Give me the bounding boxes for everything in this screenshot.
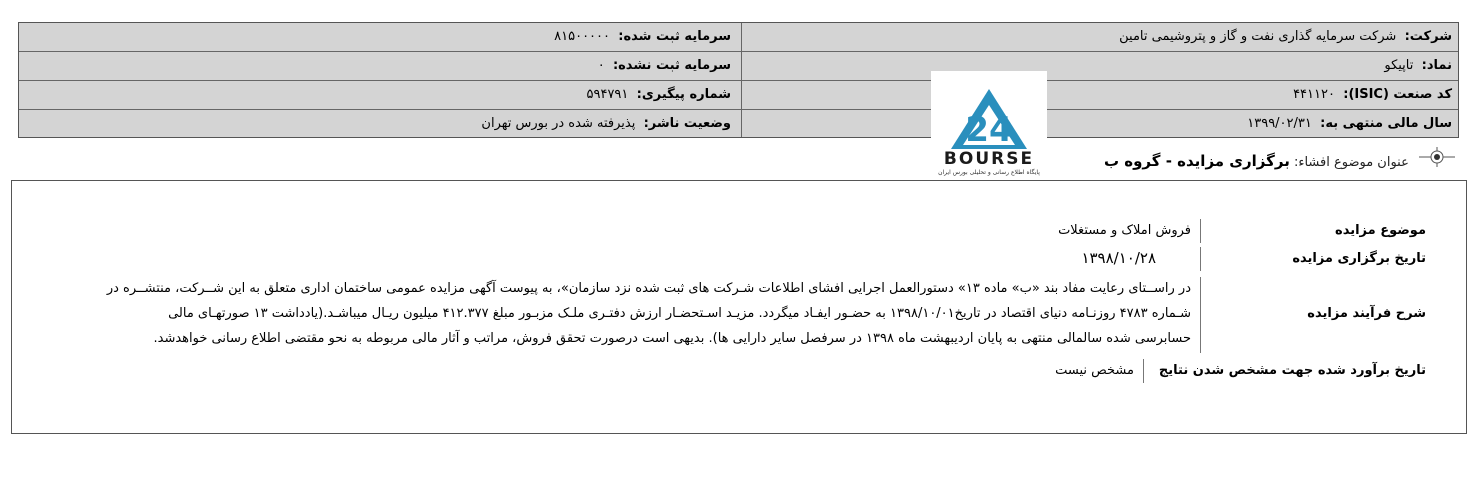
subject-row bbox=[12, 219, 1466, 243]
tracking-label: شماره پیگیری: bbox=[636, 87, 731, 102]
target-bullet-icon bbox=[1419, 147, 1455, 179]
fiscal-label: سال مالی منتهی به: bbox=[1320, 116, 1452, 131]
process-line-1: در راســتای رعایت مفاد بند «ب» ماده ۱۳» دستورالعمل اجرایی افشای اطلاعات شـرکت های ثبت شده نزد سازمان»، به پیوست آگهی مزایده عمومی ساختمان اداری متعلق به این شــرکت، منتشــره در bbox=[106, 281, 1191, 296]
info-row-isic bbox=[19, 81, 1458, 110]
info-row-fiscal bbox=[19, 110, 1458, 139]
column-divider bbox=[741, 23, 742, 137]
company-label: شرکت: bbox=[1404, 29, 1452, 44]
symbol-value: تاپیکو bbox=[1384, 58, 1414, 73]
unregistered-capital-value: ۰ bbox=[597, 58, 605, 73]
unregistered-capital-label: سرمایه ثبت نشده: bbox=[612, 58, 731, 73]
registered-capital-value: ۸۱۵۰۰۰۰۰ bbox=[554, 29, 610, 44]
issuer-status-value: پذیرفته شده در بورس تهران bbox=[481, 116, 636, 131]
estimate-row bbox=[12, 359, 1466, 383]
fiscal-value: ۱۳۹۹/۰۲/۳۱ bbox=[1247, 116, 1312, 131]
date-row bbox=[12, 247, 1466, 271]
symbol-label: نماد: bbox=[1421, 58, 1452, 73]
auction-details-panel bbox=[11, 180, 1467, 434]
process-row bbox=[12, 277, 1466, 353]
estimate-value: مشخص نیست bbox=[1055, 363, 1134, 378]
process-label: شرح فرآیند مزایده bbox=[1307, 306, 1426, 321]
registered-capital-label: سرمایه ثبت شده: bbox=[618, 29, 731, 44]
date-label: تاریخ برگزاری مزایده bbox=[1292, 251, 1426, 266]
topic-value: برگزاری مزایده - گروه ب bbox=[1103, 152, 1290, 170]
subject-label: موضوع مزایده bbox=[1335, 223, 1426, 238]
process-line-2: شـماره ۴۷۸۳ روزنـامه دنیای اقتصاد در تاریخ۱۳۹۸/۱۰/۰۱ به حضـور ایفـاد میگردد. مزیـد اسـتحضـار ارزش دفتـری ملـک مزبـور مبلغ ۴۱۲.۳۷۷ میلیون ریـال میباشـد.(یادداشت ۱۳ صورتهـای مالی bbox=[168, 306, 1191, 321]
estimate-label: تاریخ برآورد شده جهت مشخص شدن نتایج bbox=[1158, 363, 1426, 378]
bourse-logo-caption: پایگاه اطلاع رسانی و تحلیلی بورس ایران bbox=[938, 169, 1040, 176]
company-value: شرکت سرمایه گذاری نفت و گاز و پتروشیمی تامین bbox=[1119, 29, 1397, 44]
svg-text:24: 24 bbox=[965, 110, 1013, 150]
info-row-company bbox=[19, 23, 1458, 52]
isic-value: ۴۴۱۱۲۰ bbox=[1293, 87, 1335, 102]
isic-label: کد صنعت (ISIC): bbox=[1343, 87, 1452, 102]
topic-label: عنوان موضوع افشاء: bbox=[1293, 155, 1409, 170]
bourse-logo-word: BOURSE bbox=[943, 149, 1035, 169]
subject-value: فروش املاک و مستغلات bbox=[1058, 223, 1191, 238]
date-value: ۱۳۹۸/۱۰/۲۸ bbox=[1081, 249, 1156, 267]
process-line-3: حسابرسی شده سالمالی منتهی به پایان اردیبهشت ماه ۱۳۹۸ در سرفصل سایر دارایی ها). بدیهی است درصورت تحقق فروش، مراتب و آثار مالی مربوطه به نحو مقتضی اطلاع رسانی خواهدشد. bbox=[153, 331, 1191, 346]
issuer-status-label: وضعیت ناشر: bbox=[643, 116, 731, 131]
company-info-table bbox=[18, 22, 1459, 138]
tracking-value: ۵۹۴۷۹۱ bbox=[586, 87, 629, 102]
info-row-symbol bbox=[19, 52, 1458, 81]
disclosure-topic bbox=[935, 146, 1455, 176]
